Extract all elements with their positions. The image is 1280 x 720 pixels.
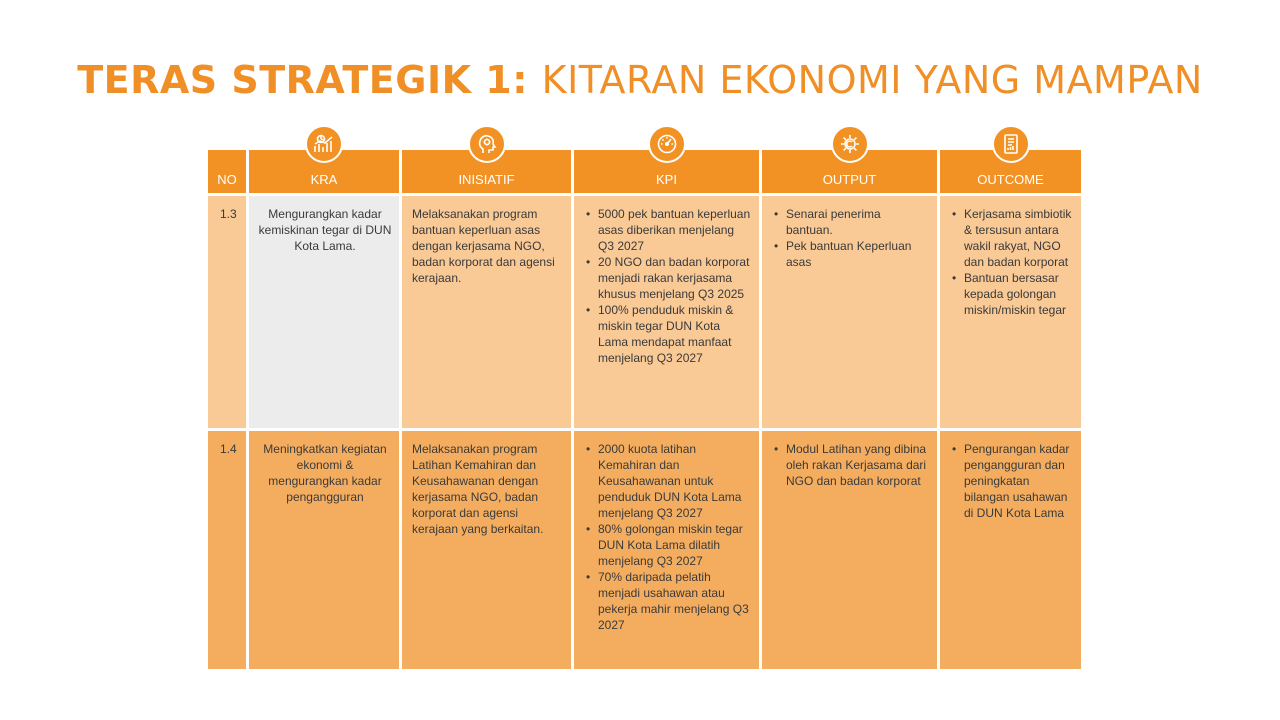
list-item: • 70% daripada pelatih menjadi usahawan atau pekerja mahir menjelang Q3 2027 bbox=[584, 569, 751, 633]
row-2-output bbox=[762, 431, 937, 669]
list-item: • Pek bantuan Keperluan asas bbox=[772, 238, 929, 270]
row-1-output bbox=[762, 196, 937, 428]
header-no bbox=[208, 150, 246, 193]
header-kra-label: KRA bbox=[310, 172, 338, 187]
row-2-kpi bbox=[574, 431, 759, 669]
header-kra bbox=[249, 150, 399, 193]
list-item: • 20 NGO dan badan korporat menjadi rakan kerjasama khusus menjelang Q3 2025 bbox=[584, 254, 751, 302]
header-no-label: NO bbox=[217, 172, 237, 187]
list-item: • 80% golongan miskin tegar DUN Kota Lama dilatih menjelang Q3 2027 bbox=[584, 521, 751, 569]
list-item: • 100% penduduk miskin & miskin tegar DUN Kota Lama mendapat manfaat menjelang Q3 2027 bbox=[584, 302, 751, 366]
list-item: • Bantuan bersasar kepada golongan miskin/miskin tegar bbox=[950, 270, 1073, 318]
title-light: KITARAN EKONOMI YANG MAMPAN bbox=[541, 58, 1203, 102]
row-2-kra: Meningkatkan kegiatan ekonomi & mengurangkan kadar pengangguran bbox=[249, 431, 399, 669]
row-1-outcome bbox=[940, 196, 1081, 428]
list-item: • Kerjasama simbiotik & tersusun antara wakil rakyat, NGO dan badan korporat bbox=[950, 206, 1073, 270]
row-1-kpi bbox=[574, 196, 759, 428]
report-document-icon bbox=[992, 125, 1030, 163]
list-item: • Modul Latihan yang dibina oleh rakan Kerjasama dari NGO dan badan korporat bbox=[772, 441, 929, 489]
page-title bbox=[0, 58, 1280, 102]
strategy-table bbox=[208, 150, 1081, 669]
header-outcome bbox=[940, 150, 1081, 193]
header-kpi bbox=[574, 150, 759, 193]
row-1-kra: Mengurangkan kadar kemiskinan tegar di DUN Kota Lama. bbox=[249, 196, 399, 428]
title-bold: TERAS STRATEGIK 1: bbox=[77, 58, 528, 102]
list-item: • 2000 kuota latihan Kemahiran dan Keusahawanan untuk penduduk DUN Kota Lama menjelang Q3 2027 bbox=[584, 441, 751, 521]
row-2-inisiatif: Melaksanakan program Latihan Kemahiran dan Keusahawanan dengan kerjasama NGO, badan korporat dan agensi kerajaan yang berkaitan. bbox=[402, 431, 571, 669]
row-2-no: 1.4 bbox=[208, 431, 246, 669]
row-1-no: 1.3 bbox=[208, 196, 246, 428]
list-item: • 5000 pek bantuan keperluan asas diberikan menjelang Q3 2027 bbox=[584, 206, 751, 254]
list-item: • Pengurangan kadar pengangguran dan peningkatan bilangan usahawan di DUN Kota Lama bbox=[950, 441, 1073, 521]
header-outcome-label: OUTCOME bbox=[977, 172, 1044, 187]
header-kpi-label: KPI bbox=[656, 172, 677, 187]
header-inisiatif bbox=[402, 150, 571, 193]
head-gear-icon bbox=[468, 125, 506, 163]
row-1-inisiatif: Melaksanakan program bantuan keperluan asas dengan kerjasama NGO, badan korporat dan agensi kerajaan. bbox=[402, 196, 571, 428]
gauge-icon bbox=[648, 125, 686, 163]
header-output bbox=[762, 150, 937, 193]
list-item: • Senarai penerima bantuan. bbox=[772, 206, 929, 238]
header-output-label: OUTPUT bbox=[822, 172, 877, 187]
header-inisiatif-label: INISIATIF bbox=[458, 172, 515, 187]
gear-cycle-icon bbox=[831, 125, 869, 163]
row-2-outcome bbox=[940, 431, 1081, 669]
chart-growth-icon bbox=[305, 125, 343, 163]
